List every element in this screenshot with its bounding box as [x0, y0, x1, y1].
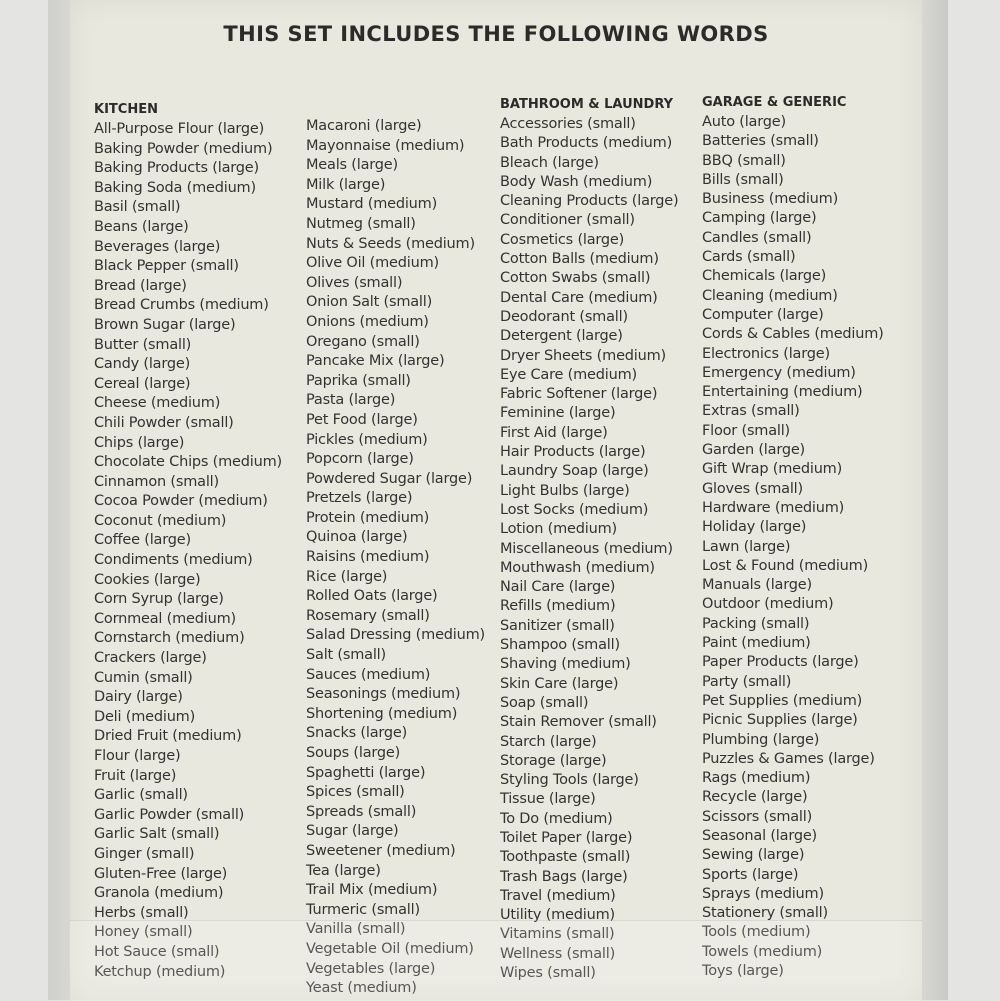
word-item: Cords & Cables (medium) [702, 326, 884, 343]
word-item: Manuals (large) [702, 577, 812, 594]
word-item: Chili Powder (small) [94, 414, 234, 431]
word-item: Garlic Powder (small) [94, 806, 245, 823]
word-item: Deli (medium) [94, 708, 196, 725]
word-item: Pretzels (large) [306, 490, 413, 507]
word-item: Meals (large) [306, 157, 398, 174]
word-list [306, 117, 485, 999]
word-item: Salad Dressing (medium) [306, 627, 485, 644]
word-item: Sauces (medium) [306, 666, 431, 683]
word-item: Cornmeal (medium) [94, 610, 236, 627]
word-item: Accessories (small) [500, 116, 636, 132]
word-item: Toilet Paper (large) [500, 829, 633, 846]
word-item: Conditioner (small) [500, 212, 635, 229]
word-item: Chips (large) [94, 434, 185, 451]
word-item: Extras (small) [702, 403, 800, 420]
word-item: Lost Socks (medium) [500, 501, 649, 518]
kitchen-column [94, 100, 282, 982]
word-item: Floor (small) [702, 422, 791, 439]
word-item: Business (medium) [702, 191, 839, 208]
word-item: Spreads (small) [306, 803, 417, 820]
word-item: Yeast (medium) [306, 980, 417, 997]
word-item: Hair Products (large) [500, 444, 646, 461]
word-item: Plumbing (large) [702, 731, 820, 748]
word-item: Gluten-Free (large) [94, 865, 228, 882]
word-item: Onions (medium) [306, 313, 429, 330]
word-item: Mayonnaise (medium) [306, 137, 465, 154]
word-item: Trail Mix (medium) [306, 882, 438, 899]
word-item: Dryer Sheets (medium) [500, 347, 666, 364]
word-item: Powdered Sugar (large) [306, 470, 473, 487]
word-item: Beverages (large) [94, 238, 221, 255]
word-item: Baking Powder (medium) [94, 140, 273, 157]
word-item: Shortening (medium) [306, 705, 458, 722]
word-item: Batteries (small) [702, 133, 819, 150]
word-item: Vegetable Oil (medium) [306, 940, 474, 957]
word-item: Baking Soda (medium) [94, 179, 256, 196]
word-list [500, 115, 678, 983]
word-item: Rolled Oats (large) [306, 588, 438, 605]
word-item: Bread Crumbs (medium) [94, 297, 269, 314]
word-item: Stationery (small) [702, 905, 828, 922]
word-item: Dried Fruit (medium) [94, 728, 242, 745]
word-item: Ketchup (medium) [94, 963, 226, 980]
word-item: Light Bulbs (large) [500, 482, 630, 499]
word-item: Sprays (medium) [702, 885, 824, 902]
word-item: All-Purpose Flour (large) [94, 121, 265, 137]
word-item: Brown Sugar (large) [94, 316, 236, 333]
word-item: Rice (large) [306, 568, 388, 585]
word-item: Soups (large) [306, 745, 401, 761]
word-item: Gift Wrap (medium) [702, 461, 843, 478]
word-item: Cards (small) [702, 249, 796, 266]
kitchen-column-continued [306, 117, 485, 999]
word-item: Bills (small) [702, 171, 784, 188]
garage-generic-heading: GARAGE & GENERIC [702, 95, 847, 110]
word-item: Raisins (medium) [306, 549, 430, 566]
word-item: Eye Care (medium) [500, 366, 637, 383]
word-item: Cumin (small) [94, 669, 193, 686]
word-item: Nutmeg (small) [306, 215, 416, 232]
word-item: Spices (small) [306, 784, 405, 801]
word-item: Wellness (small) [500, 945, 616, 962]
word-item: Sugar (large) [306, 823, 399, 840]
word-item: First Aid (large) [500, 424, 608, 441]
word-item: Rosemary (small) [306, 607, 430, 624]
word-item: Shampoo (small) [500, 637, 620, 654]
word-item: Beans (large) [94, 218, 189, 235]
word-item: Towels (medium) [702, 943, 823, 960]
word-item: Trash Bags (large) [500, 868, 628, 885]
word-item: Nail Care (large) [500, 579, 616, 596]
word-item: Nuts & Seeds (medium) [306, 235, 475, 252]
word-item: Garlic Salt (small) [94, 826, 220, 843]
word-item: Sports (large) [702, 866, 799, 883]
word-list [94, 120, 282, 982]
word-item: Picnic Supplies (large) [702, 712, 858, 729]
word-item: Refills (medium) [500, 598, 616, 615]
word-item: Utility (medium) [500, 907, 615, 924]
word-item: Outdoor (medium) [702, 596, 834, 613]
word-item: Starch (large) [500, 733, 597, 750]
word-item: Party (small) [702, 673, 792, 690]
word-item: Butter (small) [94, 336, 192, 353]
word-item: Mustard (medium) [306, 196, 438, 213]
word-item: Coffee (large) [94, 532, 191, 549]
word-item: Olives (small) [306, 274, 403, 291]
word-item: Popcorn (large) [306, 451, 414, 468]
word-item: Garden (large) [702, 442, 806, 459]
word-item: Bread (large) [94, 277, 187, 294]
kitchen-heading: KITCHEN [94, 102, 158, 117]
word-item: Quinoa (large) [306, 529, 408, 546]
word-item: Milk (large) [306, 176, 386, 193]
word-item: Snacks (large) [306, 725, 408, 742]
word-item: Black Pepper (small) [94, 258, 239, 275]
word-item: Holiday (large) [702, 519, 807, 536]
bathroom-laundry-column [500, 95, 678, 983]
word-item: Laundry Soap (large) [500, 463, 649, 480]
word-item: Oregano (small) [306, 333, 420, 350]
word-item: Soap (small) [500, 694, 589, 711]
word-item: Storage (large) [500, 752, 607, 769]
word-item: Chemicals (large) [702, 268, 827, 285]
word-item: Rags (medium) [702, 770, 811, 787]
word-item: Pasta (large) [306, 392, 396, 409]
word-item: Bleach (large) [500, 154, 599, 171]
word-item: Scissors (small) [702, 808, 813, 825]
word-item: Ginger (small) [94, 845, 195, 862]
word-item: Sanitizer (small) [500, 617, 615, 634]
word-item: Vanilla (small) [306, 921, 406, 938]
word-item: Cosmetics (large) [500, 231, 625, 248]
word-item: Pancake Mix (large) [306, 353, 445, 370]
word-item: Packing (small) [702, 615, 810, 632]
word-item: Hardware (medium) [702, 499, 845, 516]
word-item: BBQ (small) [702, 152, 786, 169]
label-sheet [70, 0, 922, 1000]
word-item: Paint (medium) [702, 635, 811, 652]
word-item: Olive Oil (medium) [306, 255, 439, 272]
word-item: Cotton Balls (medium) [500, 251, 659, 268]
word-item: Pet Food (large) [306, 411, 418, 428]
word-item: Protein (medium) [306, 509, 430, 526]
word-item: Turmeric (small) [306, 901, 420, 918]
word-item: Tea (large) [306, 862, 381, 879]
word-item: Crackers (large) [94, 650, 207, 667]
word-item: Emergency (medium) [702, 364, 856, 381]
word-item: Camping (large) [702, 210, 817, 227]
word-item: Onion Salt (small) [306, 294, 433, 311]
word-item: Toothpaste (small) [500, 849, 631, 866]
word-item: Sewing (large) [702, 847, 805, 864]
word-item: Cinnamon (small) [94, 473, 219, 490]
word-item: Coconut (medium) [94, 512, 227, 529]
word-item: Fruit (large) [94, 767, 177, 784]
word-item: To Do (medium) [500, 810, 613, 827]
word-item: Miscellaneous (medium) [500, 540, 673, 557]
garage-generic-column [702, 93, 884, 981]
word-item: Cocoa Powder (medium) [94, 493, 268, 510]
word-item: Detergent (large) [500, 328, 623, 345]
word-item: Tools (medium) [702, 924, 811, 941]
word-item: Cleaning Products (large) [500, 193, 679, 210]
word-item: Candles (small) [702, 229, 812, 246]
word-item: Condiments (medium) [94, 552, 253, 569]
word-item: Dairy (large) [94, 689, 183, 706]
word-item: Basil (small) [94, 199, 181, 216]
word-item: Honey (small) [94, 924, 193, 941]
word-item: Shaving (medium) [500, 656, 631, 673]
word-item: Herbs (small) [94, 904, 189, 921]
word-item: Cookies (large) [94, 571, 201, 588]
word-item: Chocolate Chips (medium) [94, 454, 282, 471]
word-item: Macaroni (large) [306, 118, 422, 134]
sheet-title: THIS SET INCLUDES THE FOLLOWING WORDS [223, 22, 769, 46]
word-item: Salt (small) [306, 647, 386, 664]
word-item: Cereal (large) [94, 375, 191, 392]
word-item: Mouthwash (medium) [500, 559, 655, 576]
word-item: Paprika (small) [306, 372, 411, 389]
word-item: Cotton Swabs (small) [500, 270, 651, 287]
word-item: Auto (large) [702, 114, 786, 130]
word-item: Baking Products (large) [94, 160, 259, 177]
word-item: Puzzles & Games (large) [702, 750, 875, 767]
word-item: Entertaining (medium) [702, 384, 863, 401]
word-item: Skin Care (large) [500, 675, 619, 692]
bathroom-laundry-heading: BATHROOM & LAUNDRY [500, 97, 674, 112]
word-item: Computer (large) [702, 306, 824, 323]
word-item: Electronics (large) [702, 345, 830, 362]
word-item: Seasonal (large) [702, 827, 818, 844]
word-item: Dental Care (medium) [500, 289, 658, 306]
word-item: Lawn (large) [702, 538, 791, 555]
word-item: Deodorant (small) [500, 308, 628, 325]
word-item: Vegetables (large) [306, 960, 436, 977]
word-item: Travel (medium) [500, 887, 616, 904]
word-item: Vitamins (small) [500, 926, 615, 943]
word-item: Granola (medium) [94, 885, 224, 902]
word-item: Feminine (large) [500, 405, 616, 422]
word-item: Candy (large) [94, 356, 191, 373]
word-item: Stain Remover (small) [500, 714, 657, 731]
word-item: Bath Products (medium) [500, 135, 673, 152]
word-item: Toys (large) [702, 963, 784, 980]
word-item: Styling Tools (large) [500, 772, 639, 789]
word-item: Corn Syrup (large) [94, 591, 224, 608]
word-item: Garlic (small) [94, 787, 188, 804]
word-item: Recycle (large) [702, 789, 808, 806]
word-item: Pickles (medium) [306, 431, 428, 448]
word-item: Hot Sauce (small) [94, 943, 220, 960]
word-item: Pet Supplies (medium) [702, 692, 863, 709]
word-item: Fabric Softener (large) [500, 386, 658, 403]
word-item: Wipes (small) [500, 965, 596, 982]
word-item: Cheese (medium) [94, 395, 221, 412]
word-item: Paper Products (large) [702, 654, 859, 671]
word-item: Lotion (medium) [500, 521, 617, 538]
word-item: Sweetener (medium) [306, 842, 456, 859]
word-item: Tissue (large) [500, 791, 596, 808]
word-item: Cornstarch (medium) [94, 630, 245, 647]
word-item: Flour (large) [94, 748, 181, 764]
word-item: Spaghetti (large) [306, 764, 426, 781]
word-item: Body Wash (medium) [500, 173, 653, 190]
word-item: Lost & Found (medium) [702, 557, 869, 574]
word-item: Seasonings (medium) [306, 686, 461, 703]
word-item: Cleaning (medium) [702, 287, 838, 304]
word-list [702, 113, 884, 981]
word-item: Gloves (small) [702, 480, 803, 497]
